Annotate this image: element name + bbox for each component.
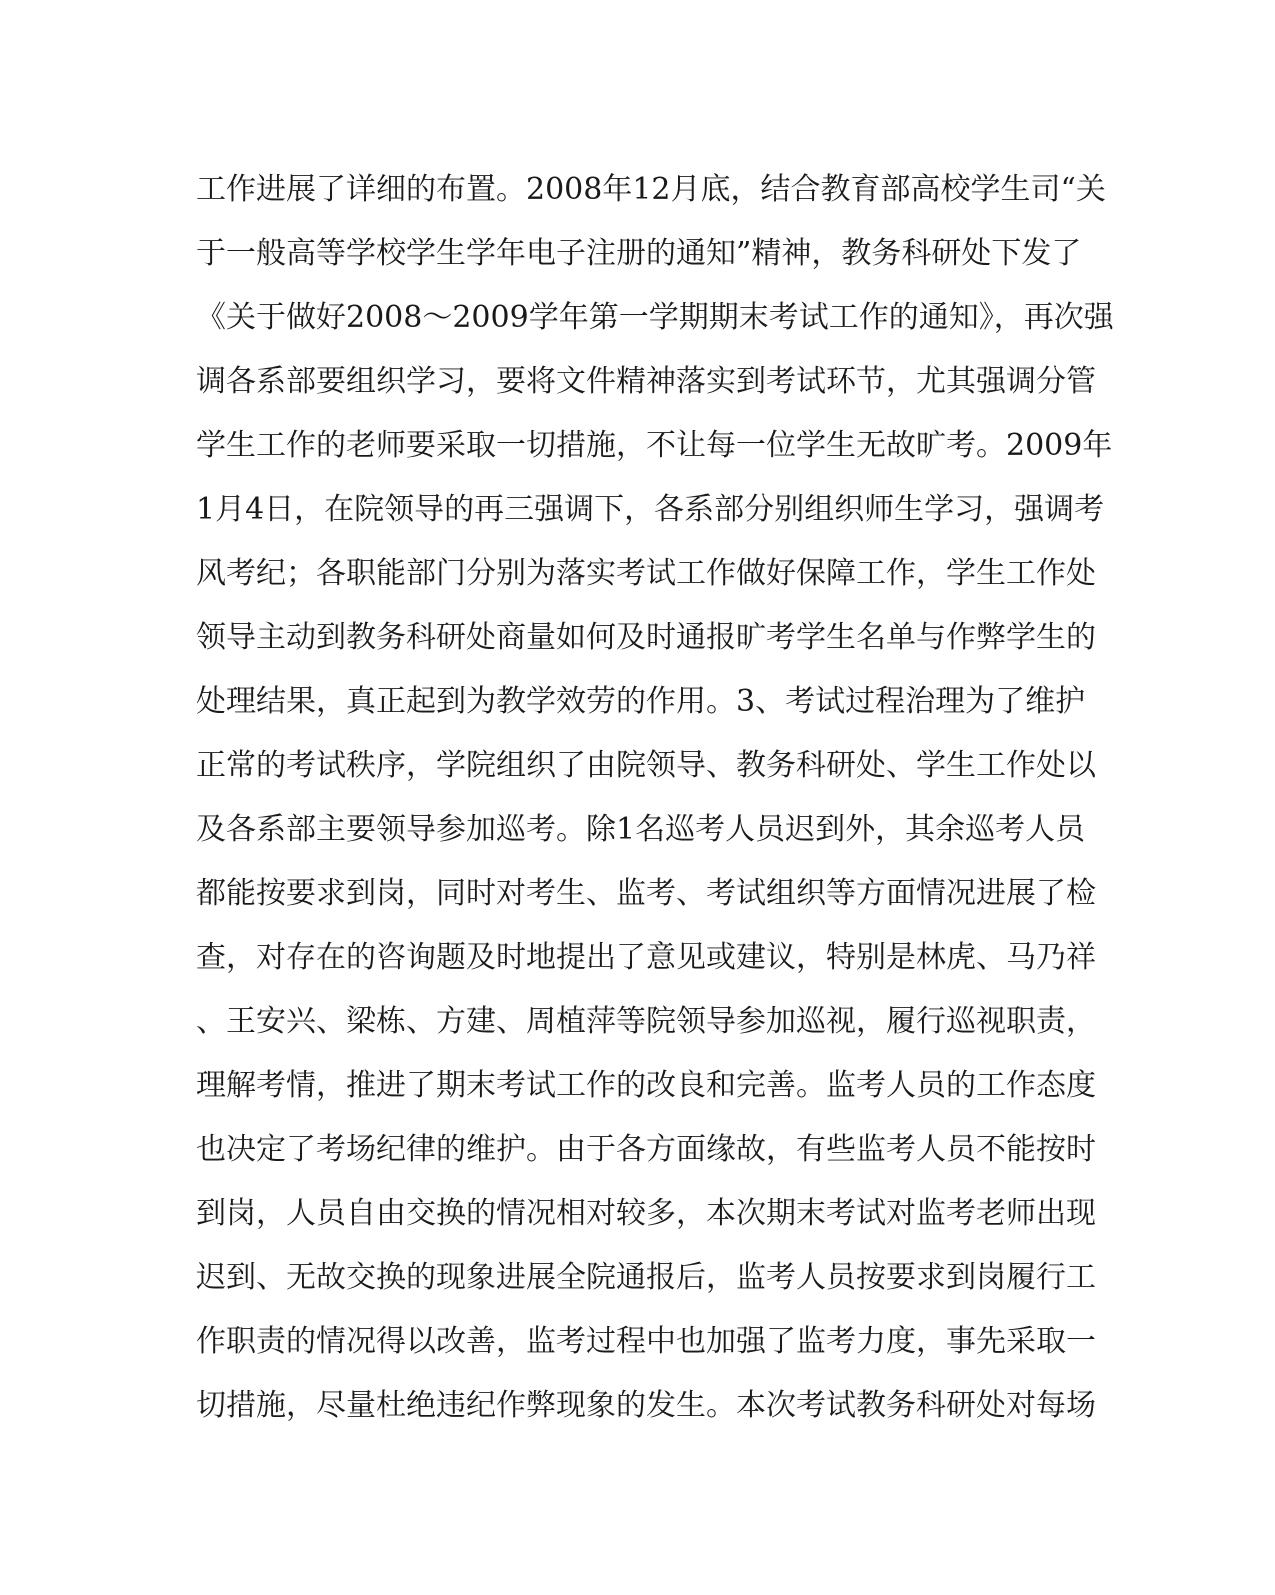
text-line: 于一般高等学校学生学年电子注册的通知”精神，教务科研处下发了 <box>196 236 1082 271</box>
text-line: 风考纪；各职能部门分别为落实考试工作做好保障工作，学生工作处 <box>196 556 1096 591</box>
text-line: 领导主动到教务科研处商量如何及时通报旷考学生名单与作弊学生的 <box>196 620 1096 655</box>
text-line: 理解考情，推进了期末考试工作的改良和完善。监考人员的工作态度 <box>196 1068 1096 1103</box>
text-line: 1月4日，在院领导的再三强调下，各系部分别组织师生学习，强调考 <box>196 492 1105 527</box>
text-line: 工作进展了详细的布置。2008年12月底，结合教育部高校学生司“关 <box>196 172 1106 207</box>
text-line: 查，对存在的咨询题及时地提出了意见或建议，特别是林虎、马乃祥 <box>196 940 1096 975</box>
text-line: 、王安兴、梁栋、方建、周植萍等院领导参加巡视，履行巡视职责， <box>196 1004 1096 1039</box>
text-line: 切措施，尽量杜绝违纪作弊现象的发生。本次考试教务科研处对每场 <box>196 1388 1096 1423</box>
text-line: 正常的考试秩序，学院组织了由院领导、教务科研处、学生工作处以 <box>196 748 1096 783</box>
text-line: 调各系部要组织学习，要将文件精神落实到考试环节，尤其强调分管 <box>196 364 1096 399</box>
text-line: 及各系部主要领导参加巡考。除1名巡考人员迟到外，其余巡考人员 <box>196 812 1086 847</box>
text-line: 《关于做好2008～2009学年第一学期期末考试工作的通知》，再次强 <box>196 300 1114 335</box>
text-line: 也决定了考场纪律的维护。由于各方面缘故，有些监考人员不能按时 <box>196 1132 1096 1167</box>
text-line: 作职责的情况得以改善，监考过程中也加强了监考力度，事先采取一 <box>196 1324 1096 1359</box>
text-line: 都能按要求到岗，同时对考生、监考、考试组织等方面情况进展了检 <box>196 876 1096 911</box>
text-line: 到岗，人员自由交换的情况相对较多，本次期末考试对监考老师出现 <box>196 1196 1096 1231</box>
text-line: 迟到、无故交换的现象进展全院通报后，监考人员按要求到岗履行工 <box>196 1260 1096 1295</box>
text-line: 学生工作的老师要采取一切措施，不让每一位学生无故旷考。2009年 <box>196 428 1113 463</box>
text-line: 处理结果，真正起到为教学效劳的作用。3、考试过程治理为了维护 <box>196 684 1086 719</box>
body-text <box>196 158 1114 1438</box>
